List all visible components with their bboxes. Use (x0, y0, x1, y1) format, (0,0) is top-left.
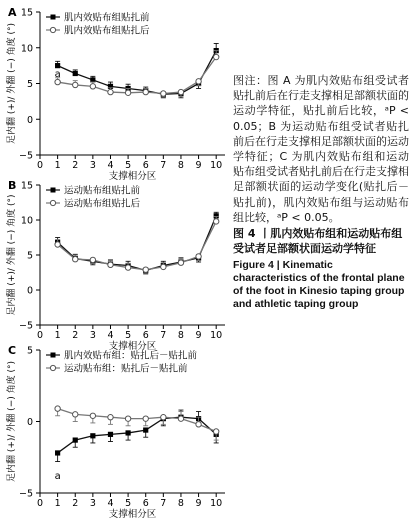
data-point-square (90, 433, 95, 438)
x-tick-label: 4 (107, 498, 114, 509)
x-axis-label: 支撑相分区 (108, 341, 157, 352)
panel-letter: C (8, 344, 17, 357)
x-tick-label: 0 (36, 330, 44, 341)
legend-marker-square (51, 353, 56, 358)
x-tick-label: 2 (72, 498, 79, 509)
data-point-circle (90, 413, 95, 418)
x-tick-label: 10 (210, 330, 223, 341)
x-tick-label: 4 (107, 330, 114, 341)
y-tick-label: −5 (18, 488, 33, 500)
y-tick-label: 5 (26, 250, 33, 262)
x-tick-label: 7 (160, 160, 167, 171)
x-tick-label: 3 (89, 160, 96, 171)
y-tick-label: 15 (20, 7, 33, 19)
data-point-square (143, 427, 148, 432)
data-point-circle (73, 82, 78, 87)
x-tick-label: 3 (89, 498, 96, 509)
x-tick-label: 1 (54, 160, 61, 171)
legend-marker-circle (50, 27, 55, 32)
x-tick-label: 9 (195, 330, 202, 341)
series-line-2 (58, 409, 217, 432)
y-tick-label: 15 (20, 180, 33, 192)
legend-label: 肌内效贴布组贴扎后 (64, 25, 150, 37)
series-line-2 (58, 221, 217, 269)
data-point-circle (108, 262, 113, 267)
legend-label: 运动贴布组贴扎后 (64, 198, 141, 210)
data-point-circle (178, 260, 183, 265)
data-point-circle (90, 84, 95, 89)
chart-panel-b (5, 179, 225, 352)
panel-letter: A (8, 6, 17, 19)
data-point-square (108, 432, 113, 437)
x-axis-label: 支撑相分区 (108, 171, 157, 182)
y-axis-label: 足内翻 (+)/ 外翻 (−) 角度 (°) (7, 361, 17, 482)
data-point-circle (55, 242, 60, 247)
x-tick-label: 5 (125, 498, 132, 509)
x-tick-label: 2 (72, 330, 79, 341)
data-point-circle (213, 54, 218, 59)
data-point-circle (196, 422, 201, 427)
data-point-circle (161, 91, 166, 96)
data-point-square (55, 450, 60, 455)
x-tick-label: 6 (142, 330, 149, 341)
x-tick-label: 5 (125, 330, 132, 341)
x-tick-label: 8 (177, 160, 184, 171)
data-point-circle (108, 415, 113, 420)
caption-note: 图注：图 A 为肌内效贴布组受试者贴扎前后在行走支撑相足部额状面的运动学特征，贴扎前后比较，ᵃP < 0.05；B 为运动贴布组受试者贴扎前后在行走支撑相足部额状面的运动学特征；C 为肌内效贴布组和运动贴布组受试者贴扎前后在行走支撑相足部额状面的运动学变化(贴扎后－贴扎前)，肌内效贴布组与运动贴布组比较，ᵃP < 0.05。 (233, 74, 409, 224)
x-tick-label: 1 (54, 330, 61, 341)
x-tick-label: 7 (160, 498, 167, 509)
legend-label: 运动贴布组：贴扎后－贴扎前 (64, 363, 188, 375)
data-point-circle (178, 89, 183, 94)
data-point-circle (73, 412, 78, 417)
y-tick-label: 5 (26, 345, 33, 357)
x-tick-label: 4 (107, 160, 114, 171)
y-tick-label: 0 (26, 285, 33, 297)
y-tick-label: −5 (18, 150, 33, 162)
data-point-square (73, 437, 78, 442)
data-point-circle (196, 254, 201, 259)
legend-label: 运动贴布组贴扎前 (64, 185, 141, 197)
legend-marker-square (51, 15, 56, 20)
chart-panel-a (5, 6, 225, 182)
y-tick-label: −5 (18, 320, 33, 332)
legend-marker-circle (50, 200, 55, 205)
x-axis-label: 支撑相分区 (108, 509, 157, 520)
series-line-1 (58, 51, 217, 95)
y-tick-label: 0 (26, 114, 33, 126)
y-tick-label: 10 (20, 215, 33, 227)
x-tick-label: 6 (142, 498, 149, 509)
y-axis-label: 足内翻 (+)/ 外翻 (−) 角度 (°) (7, 23, 17, 144)
significance-mark: a (54, 69, 61, 81)
data-point-square (73, 71, 78, 76)
legend-marker-circle (50, 365, 55, 370)
x-tick-label: 8 (177, 498, 184, 509)
legend-label: 肌内效贴布组：贴扎后－贴扎前 (64, 350, 198, 362)
caption-title-en: Figure 4 | Kinematic characteristics of the frontal plane of the foot in Kinesio taping group and athletic taping group (233, 259, 405, 311)
data-point-circle (108, 89, 113, 94)
y-axis-label: 足内翻 (+)/ 外翻 (−) 角度 (°) (7, 194, 17, 316)
figure-caption (233, 73, 409, 311)
data-point-circle (55, 406, 60, 411)
caption-title-cn: 图 4 丨肌内效贴布组和运动贴布组受试者足部额状面运动学特征 (233, 227, 403, 256)
legend-marker-square (51, 188, 56, 193)
data-point-circle (143, 89, 148, 94)
data-point-circle (161, 415, 166, 420)
data-point-circle (213, 219, 218, 224)
chart-panel-c (5, 344, 225, 520)
x-tick-label: 9 (195, 160, 202, 171)
x-tick-label: 8 (177, 330, 184, 341)
data-point-circle (90, 257, 95, 262)
y-tick-label: 5 (26, 79, 33, 90)
data-point-circle (73, 257, 78, 262)
x-tick-label: 2 (72, 160, 79, 171)
data-point-circle (125, 265, 130, 270)
data-point-circle (196, 79, 201, 84)
data-point-circle (125, 90, 130, 95)
x-tick-label: 9 (195, 498, 202, 509)
x-tick-label: 10 (210, 160, 223, 171)
x-tick-label: 7 (160, 330, 167, 341)
x-tick-label: 0 (36, 498, 44, 509)
data-point-square (125, 430, 130, 435)
x-tick-label: 10 (210, 498, 223, 509)
data-point-circle (213, 429, 218, 434)
series-line-1 (58, 216, 217, 271)
data-point-circle (143, 416, 148, 421)
y-tick-label: 10 (20, 43, 33, 55)
x-tick-label: 0 (36, 160, 44, 171)
significance-mark: a (54, 470, 61, 482)
x-tick-label: 1 (54, 498, 61, 509)
data-point-circle (178, 416, 183, 421)
panel-letter: B (8, 179, 17, 192)
x-tick-label: 3 (89, 330, 96, 341)
data-point-circle (161, 264, 166, 269)
data-point-circle (143, 267, 148, 272)
legend-label: 肌内效贴布组贴扎前 (64, 12, 150, 24)
data-point-square (55, 63, 60, 68)
x-tick-label: 6 (142, 160, 149, 171)
data-point-circle (125, 416, 130, 421)
y-tick-label: 0 (26, 417, 33, 428)
x-tick-label: 5 (125, 160, 132, 171)
